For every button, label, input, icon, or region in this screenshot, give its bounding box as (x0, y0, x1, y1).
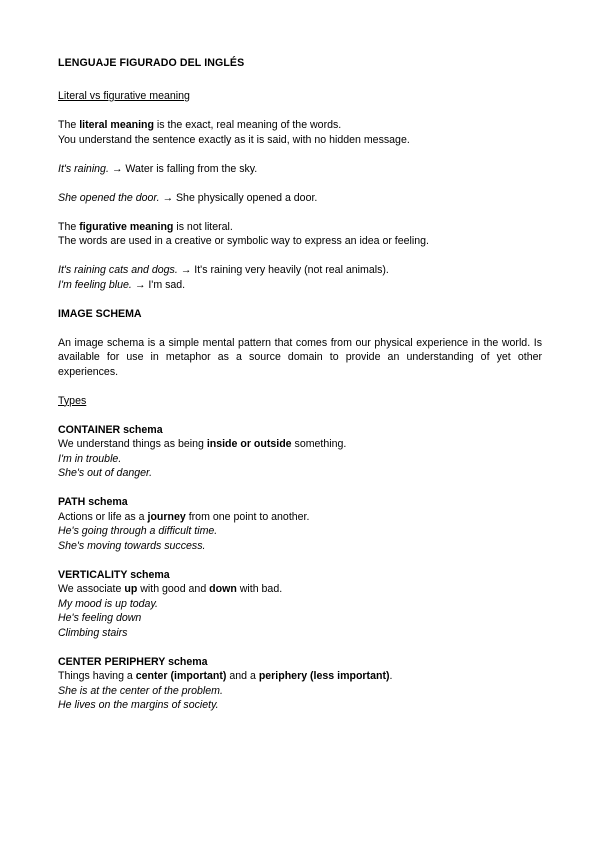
container-schema-title: CONTAINER schema (58, 423, 163, 436)
desc-text: with good and (137, 583, 210, 595)
figurative-def-post: is not literal. (173, 220, 233, 233)
verticality-schema-title: VERTICALITY schema (58, 568, 170, 581)
container-schema-desc (58, 437, 542, 452)
center-periphery-schema-title: CENTER PERIPHERY schema (58, 655, 208, 668)
path-schema-desc (58, 510, 542, 525)
example-italic: I'm feeling blue. (58, 278, 132, 291)
center-periphery-schema-desc (58, 669, 542, 684)
desc-text: Actions or life as a (58, 510, 148, 523)
example-rest: → Water is falling from the sky. (108, 162, 258, 175)
figurative-def-pre: The (58, 220, 80, 233)
desc-text: . (389, 670, 393, 682)
center-periphery-example-2: He lives on the margins of society. (58, 699, 219, 711)
desc-text: something. (291, 438, 347, 450)
path-schema-title: PATH schema (58, 496, 128, 508)
desc-text: from one point to another. (185, 510, 310, 523)
figurative-example-2 (58, 278, 542, 293)
desc-text: and a (226, 670, 259, 682)
desc-bold: up (124, 583, 138, 595)
figurative-example-1 (58, 263, 542, 278)
verticality-example-3: Climbing stairs (58, 626, 128, 639)
literal-def-post: is the exact, real meaning of the words. (153, 119, 342, 131)
verticality-schema-section (58, 568, 542, 641)
center-periphery-schema-section (58, 655, 542, 713)
figurative-def-line2: The words are used in a creative or symbolic way to express an idea or feeling. (58, 235, 429, 247)
desc-text: We understand things as being (58, 438, 207, 450)
center-periphery-example-1: She is at the center of the problem. (58, 684, 223, 697)
verticality-example-1: My mood is up today. (58, 597, 158, 610)
container-example-2: She's out of danger. (58, 467, 153, 479)
desc-text: Things having a (58, 670, 136, 682)
desc-bold: center (important) (135, 670, 227, 682)
image-schema-definition: An image schema is a simple mental pattern that comes from our physical experience in the world. Is available for use in metaphor as a source domain to provide an understanding of yet other experiences. (58, 336, 542, 378)
verticality-schema-desc (58, 582, 542, 597)
path-example-1: He's going through a difficult time. (58, 525, 218, 537)
literal-def-pre: The (58, 119, 80, 131)
example-italic: It's raining cats and dogs. (58, 264, 178, 276)
example-rest: → I'm sad. (131, 278, 186, 291)
desc-text: We associate (58, 583, 125, 595)
container-schema-section (58, 423, 542, 481)
types-heading: Types (58, 394, 87, 407)
example-italic: She opened the door. (58, 191, 160, 204)
example-rest: → She physically opened a door. (159, 191, 318, 204)
desc-bold: journey (147, 510, 186, 523)
image-schema-heading: IMAGE SCHEMA (58, 307, 142, 320)
literal-example-2 (58, 191, 542, 206)
literal-term: literal meaning (79, 119, 154, 131)
desc-bold: down (209, 583, 237, 595)
figurative-term: figurative meaning (79, 220, 174, 233)
verticality-example-2: He's feeling down (58, 612, 142, 624)
path-example-2: She's moving towards success. (58, 539, 206, 552)
container-example-1: I'm in trouble. (58, 452, 122, 465)
desc-text: with bad. (236, 583, 283, 595)
literal-def-line2: You understand the sentence exactly as it is said, with no hidden message. (58, 133, 410, 146)
literal-definition (58, 118, 542, 147)
path-schema-section (58, 495, 542, 553)
example-italic: It's raining. (58, 162, 109, 175)
literal-vs-figurative-heading: Literal vs figurative meaning (58, 90, 190, 102)
document-title: LENGUAJE FIGURADO DEL INGLÉS (58, 57, 245, 69)
figurative-definition (58, 220, 542, 249)
desc-bold: periphery (less important) (258, 670, 390, 682)
literal-example-1 (58, 162, 542, 177)
example-rest: → It's raining very heavily (not real animals). (177, 264, 389, 276)
document-content (58, 56, 542, 713)
desc-bold: inside or outside (206, 438, 292, 450)
